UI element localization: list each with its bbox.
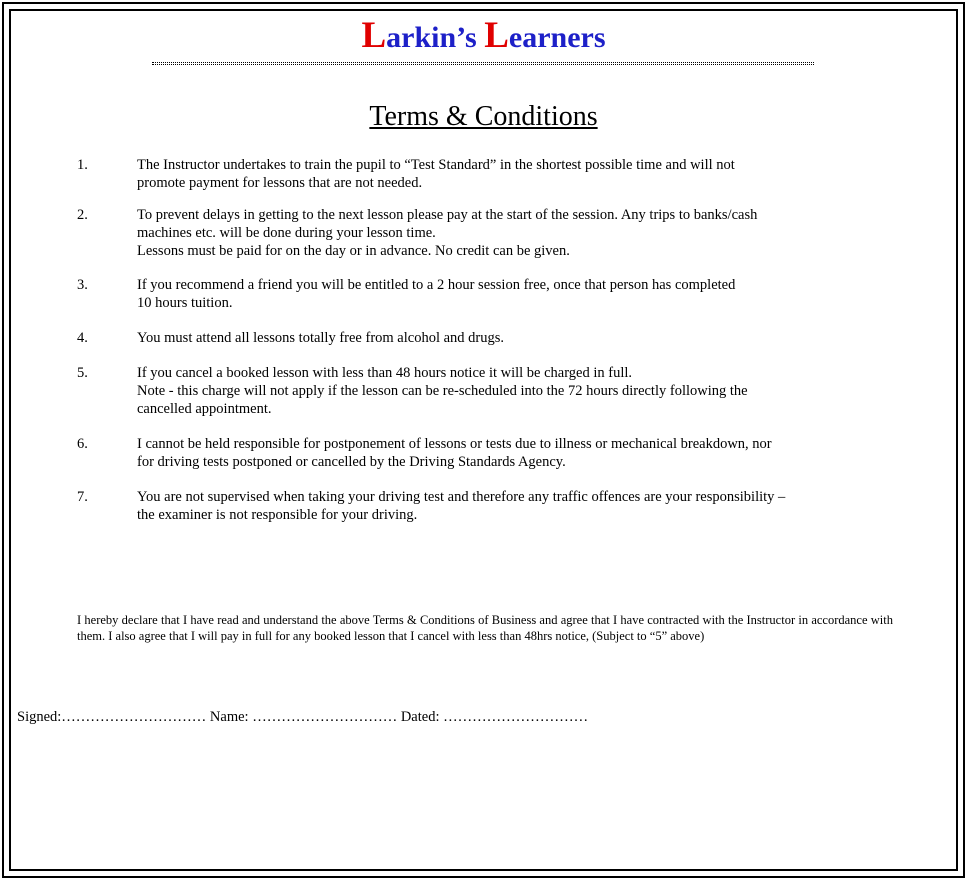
term-line: Lessons must be paid for on the day or in advance. No credit can be given. [137,243,570,259]
header-divider [152,64,814,65]
brand-text: arkin’s [386,21,485,54]
term-line: If you recommend a friend you will be entitled to a 2 hour session free, once that person has completed [137,277,736,293]
document-title: Terms & Conditions [369,101,598,132]
term-text [137,329,897,347]
term-line: 10 hours tuition. [137,295,233,311]
brand-initial: L [361,15,387,56]
term-text [137,488,897,524]
term-line: the examiner is not responsible for your driving. [137,507,418,523]
term-line: You must attend all lessons totally free from alcohol and drugs. [137,330,505,346]
term-text [137,435,897,471]
term-text [137,206,897,260]
brand-heading [0,14,967,60]
term-line: machines etc. will be done during your lesson time. [137,225,436,241]
declaration-text: I hereby declare that I have read and understand the above Terms & Conditions of Business and agree that I have contracted with the Instructor in accordance with them. I also agree that I will pay in full for any booked lesson that I cancel with less than 48hrs notice, (Subject to “5” above) [77,613,893,643]
term-line: promote payment for lessons that are not needed. [137,175,423,191]
term-number: 4. [77,330,88,346]
term-text [137,276,897,312]
term-line: The Instructor undertakes to train the pupil to “Test Standard” in the shortest possible time and will not [137,157,735,173]
term-line: You are not supervised when taking your driving test and therefore any traffic offences are your responsibility – [137,489,786,505]
term-line: for driving tests postponed or cancelled by the Driving Standards Agency. [137,454,566,470]
brand-text: earners [508,21,606,54]
term-text [137,156,897,192]
term-line: If you cancel a booked lesson with less than 48 hours notice it will be charged in full. [137,365,633,381]
term-line: To prevent delays in getting to the next lesson please pay at the start of the session. Any trips to banks/cash [137,207,758,223]
term-number: 7. [77,489,88,505]
signature-line: Signed:………………………… Name: ………………………… Dated: ………………………… [17,709,589,725]
term-number: 1. [77,157,88,173]
term-number: 3. [77,277,88,293]
term-line: Note - this charge will not apply if the lesson can be re-scheduled into the 72 hours directly following the [137,383,748,399]
term-number: 2. [77,207,88,223]
header-divider [152,62,814,63]
term-number: 6. [77,436,88,452]
brand-initial: L [484,15,509,56]
term-text [137,364,897,418]
term-line: I cannot be held responsible for postponement of lessons or tests due to illness or mechanical breakdown, nor [137,436,772,452]
term-number: 5. [77,365,88,381]
term-line: cancelled appointment. [137,401,272,417]
